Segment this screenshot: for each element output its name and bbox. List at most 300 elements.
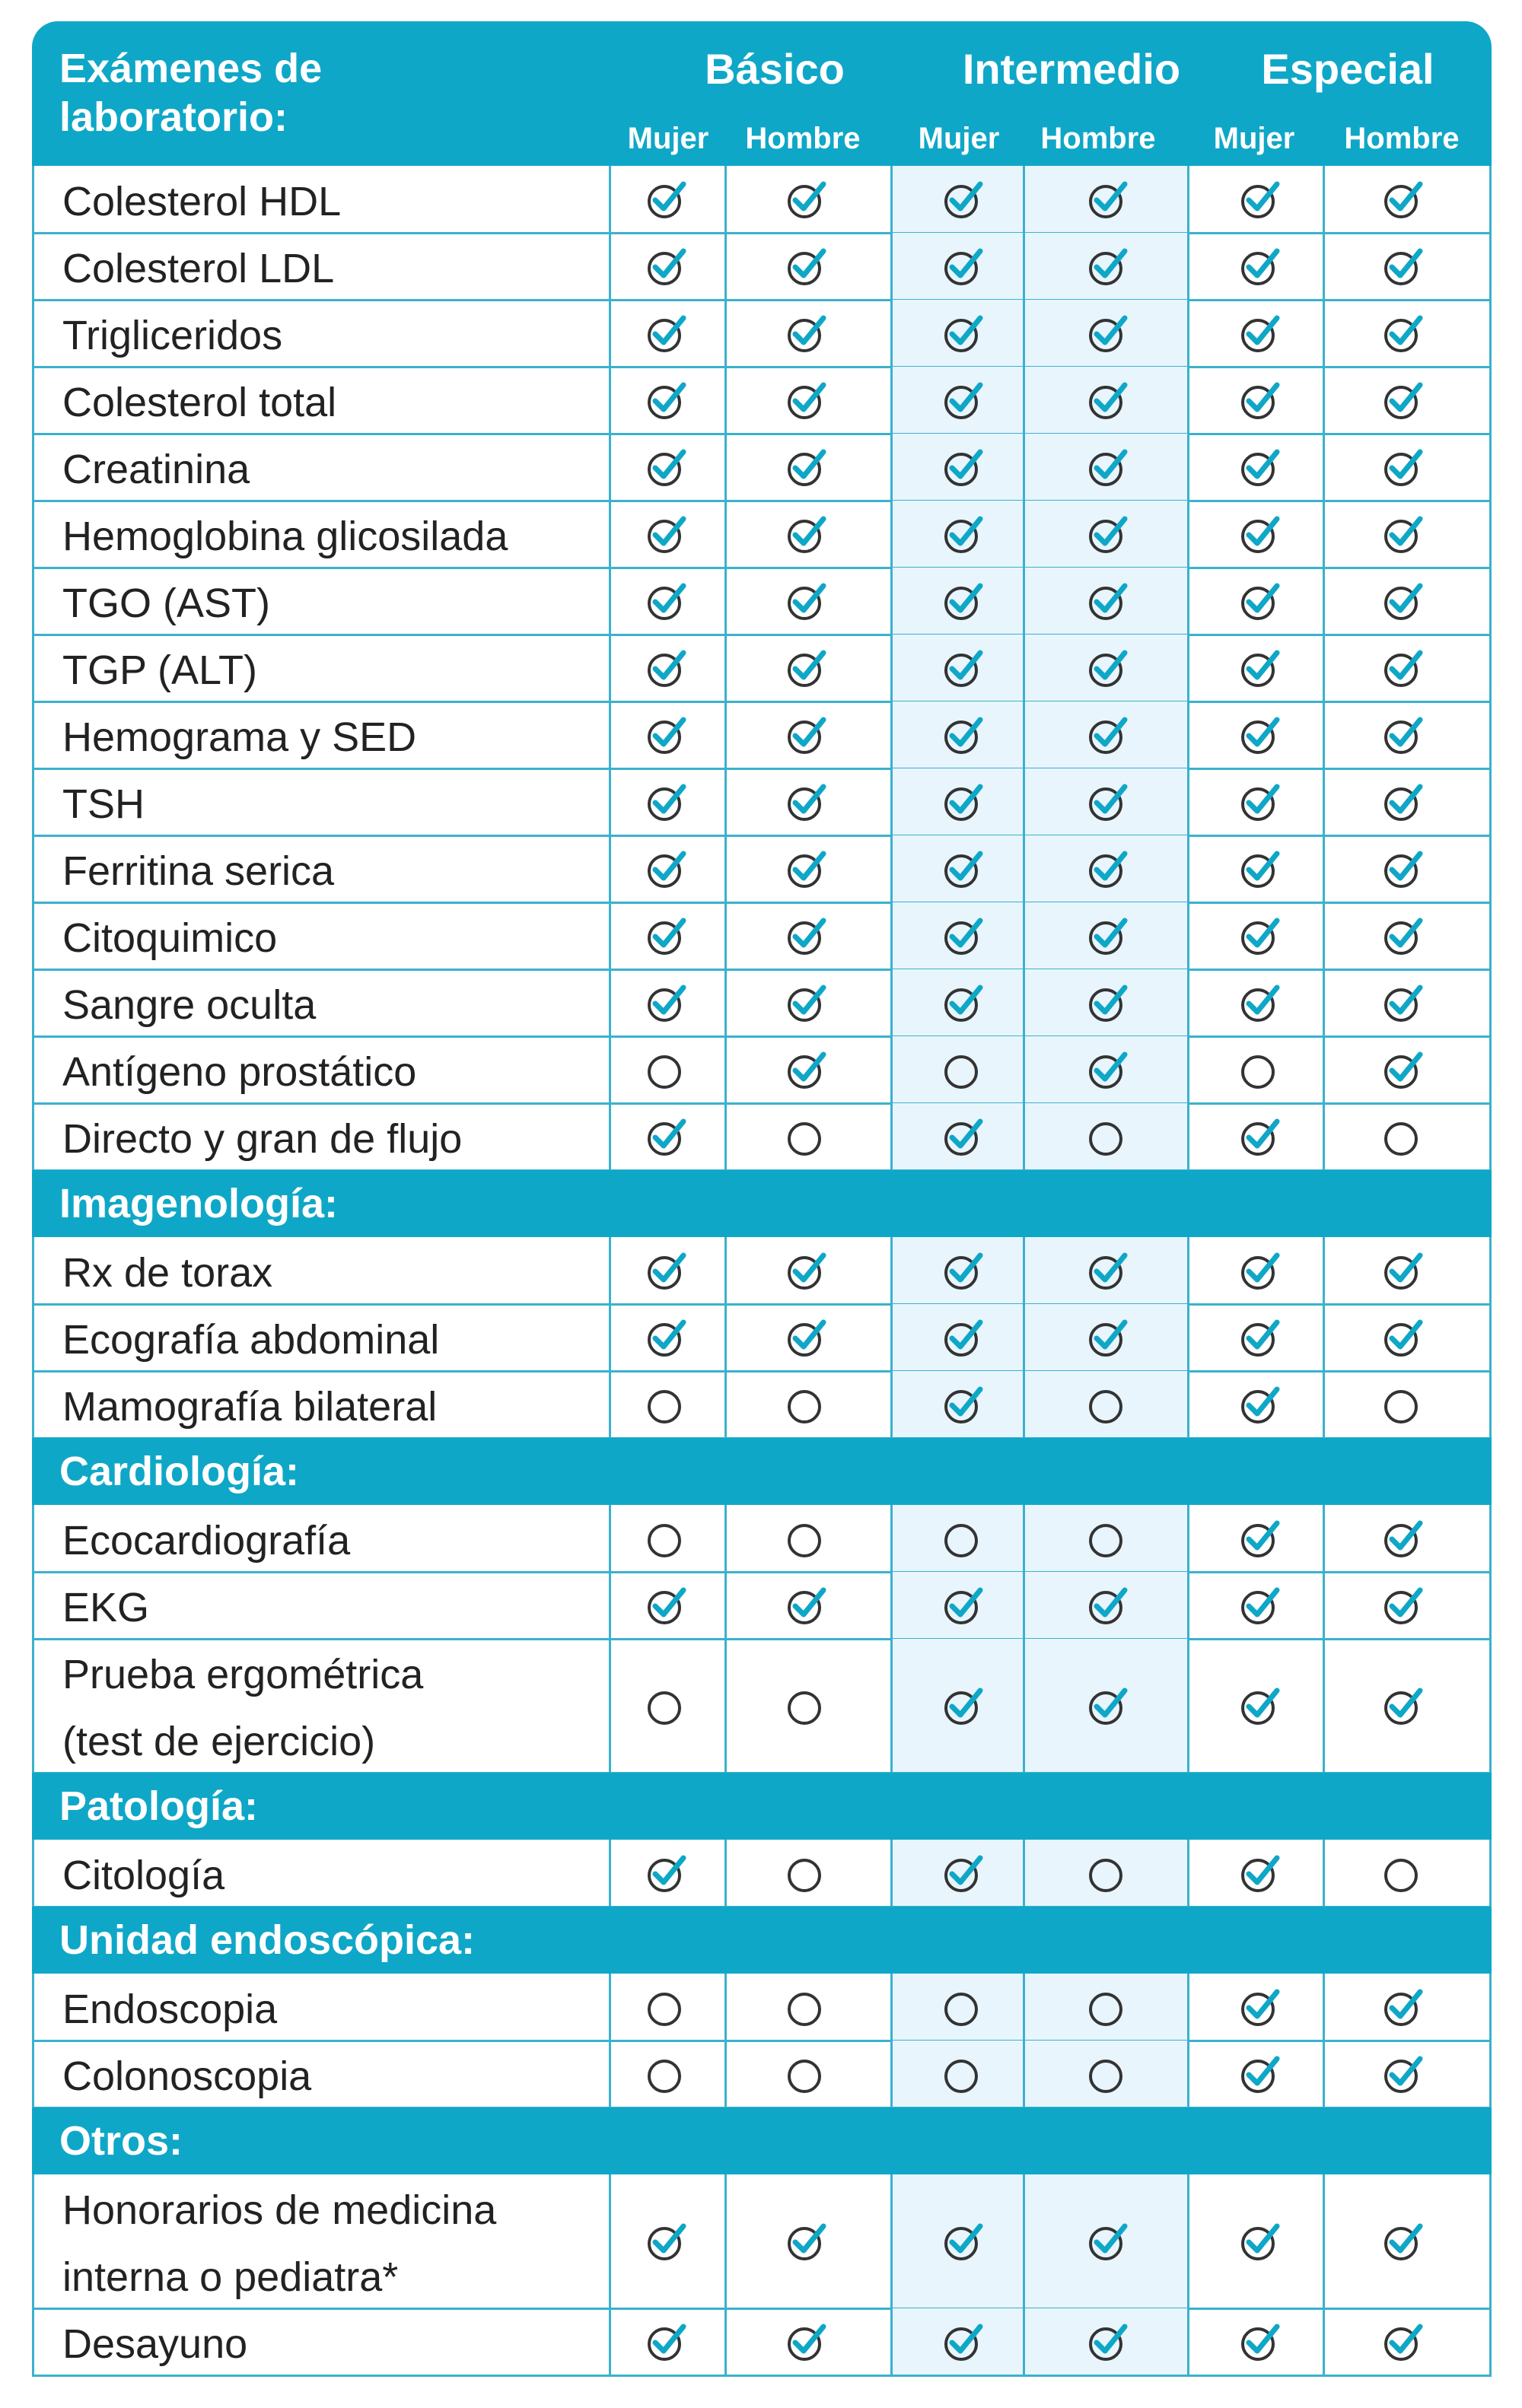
- table-cell: [1373, 835, 1434, 902]
- table-cell: [1373, 1036, 1434, 1103]
- check-circle-icon: [941, 712, 986, 758]
- column-divider: [890, 1505, 893, 1773]
- table-cell: [933, 233, 994, 300]
- table-cell: [636, 1036, 697, 1103]
- row-label: Endoscopia: [62, 1987, 278, 2032]
- check-circle-icon: [1085, 1248, 1131, 1293]
- table-cell: [1230, 1840, 1291, 1907]
- table-cell: [1373, 1572, 1434, 1639]
- table-cell: [1373, 1505, 1434, 1572]
- table-cell: [776, 166, 837, 233]
- check-circle-icon: [1085, 511, 1131, 557]
- check-circle-icon: [941, 1382, 986, 1427]
- empty-circle-icon: [644, 1516, 689, 1561]
- table-cell: [1373, 1304, 1434, 1371]
- check-circle-icon: [1380, 511, 1426, 557]
- table-cell: [776, 635, 837, 701]
- check-circle-icon: [784, 2219, 829, 2264]
- plan-especial: Especial: [1261, 45, 1434, 93]
- check-circle-icon: [784, 1047, 829, 1093]
- row-label: TGO (AST): [62, 581, 270, 626]
- table-cell: [776, 1639, 837, 1773]
- table-cell: [776, 568, 837, 635]
- plan-basico: Básico: [705, 45, 845, 93]
- row-label: Rx de torax: [62, 1250, 273, 1296]
- empty-circle-icon: [1085, 1850, 1131, 1896]
- check-circle-icon: [941, 980, 986, 1026]
- table-cell: [1373, 166, 1434, 233]
- empty-circle-icon: [644, 2051, 689, 2097]
- check-circle-icon: [1237, 578, 1283, 624]
- table-cell: [933, 768, 994, 835]
- column-divider: [1323, 1505, 1325, 1773]
- check-circle-icon: [644, 243, 689, 289]
- table-cell: [636, 1505, 697, 1572]
- empty-circle-icon: [784, 1516, 829, 1561]
- column-divider: [1489, 1237, 1492, 1438]
- table-cell: [636, 2308, 697, 2375]
- table-cell: [1230, 969, 1291, 1036]
- table-cell: [933, 568, 994, 635]
- table-cell: [1373, 969, 1434, 1036]
- table-cell: [776, 1036, 837, 1103]
- row-label: Citoquimico: [62, 915, 278, 961]
- header-title-line1: Exámenes de: [59, 46, 323, 91]
- table-cell: [1230, 300, 1291, 367]
- table-cell: [1078, 501, 1138, 568]
- column-divider: [890, 1237, 893, 1438]
- table-cell: [1373, 701, 1434, 768]
- table-cell: [933, 969, 994, 1036]
- table-cell: [1230, 1639, 1291, 1773]
- check-circle-icon: [1237, 1583, 1283, 1628]
- table-cell: [933, 1840, 994, 1907]
- check-circle-icon: [1237, 243, 1283, 289]
- row-label: EKG: [62, 1585, 150, 1630]
- table-cell: [636, 300, 697, 367]
- table-cell: [933, 635, 994, 701]
- column-divider: [1023, 2174, 1025, 2375]
- table-cell: [776, 1505, 837, 1572]
- row-divider: [32, 2375, 1492, 2377]
- column-divider: [32, 1840, 34, 1907]
- check-circle-icon: [784, 645, 829, 691]
- check-circle-icon: [784, 1315, 829, 1360]
- check-circle-icon: [941, 377, 986, 423]
- column-divider: [32, 1974, 34, 2107]
- table-cell: [933, 501, 994, 568]
- check-circle-icon: [1380, 712, 1426, 758]
- check-circle-icon: [1380, 645, 1426, 691]
- column-divider: [609, 1237, 611, 1438]
- table-cell: [933, 701, 994, 768]
- check-circle-icon: [1085, 1583, 1131, 1628]
- check-circle-icon: [784, 243, 829, 289]
- empty-circle-icon: [941, 2051, 986, 2097]
- check-circle-icon: [1237, 1683, 1283, 1729]
- table-cell: [636, 768, 697, 835]
- table-cell: [636, 1103, 697, 1170]
- check-circle-icon: [784, 980, 829, 1026]
- check-circle-icon: [1380, 377, 1426, 423]
- check-circle-icon: [941, 243, 986, 289]
- table-header: [32, 21, 1492, 166]
- table-cell: [776, 434, 837, 501]
- check-circle-icon: [784, 1248, 829, 1293]
- check-circle-icon: [1085, 243, 1131, 289]
- table-cell: [636, 1572, 697, 1639]
- check-circle-icon: [784, 177, 829, 222]
- empty-circle-icon: [1085, 2051, 1131, 2097]
- table-cell: [636, 1639, 697, 1773]
- table-cell: [1230, 1036, 1291, 1103]
- check-circle-icon: [1085, 779, 1131, 825]
- row-label: Citología: [62, 1853, 225, 1898]
- table-cell: [636, 1974, 697, 2041]
- table-cell: [1230, 835, 1291, 902]
- table-cell: [933, 166, 994, 233]
- table-cell: [636, 233, 697, 300]
- table-cell: [1373, 1237, 1434, 1304]
- column-divider: [32, 2174, 34, 2375]
- row-label: Sangre oculta: [62, 982, 317, 1028]
- table-cell: [1078, 1237, 1138, 1304]
- table-cell: [933, 1505, 994, 1572]
- table-cell: [1230, 768, 1291, 835]
- check-circle-icon: [1380, 177, 1426, 222]
- check-circle-icon: [1085, 2319, 1131, 2365]
- check-circle-icon: [1237, 2319, 1283, 2365]
- row-label: Colesterol LDL: [62, 246, 335, 291]
- check-circle-icon: [644, 1315, 689, 1360]
- column-divider: [1187, 1840, 1189, 1907]
- row-label: Mamografía bilateral: [62, 1384, 438, 1430]
- table-cell: [933, 2308, 994, 2375]
- table-cell: [636, 635, 697, 701]
- table-cell: [1078, 568, 1138, 635]
- empty-circle-icon: [1085, 1984, 1131, 2030]
- check-circle-icon: [941, 578, 986, 624]
- table-cell: [1373, 1371, 1434, 1438]
- row-label: Honorarios de medicina: [62, 2187, 497, 2233]
- check-circle-icon: [644, 444, 689, 490]
- check-circle-icon: [644, 511, 689, 557]
- row-label: Colesterol HDL: [62, 179, 342, 224]
- table-cell: [933, 300, 994, 367]
- table-cell: [933, 835, 994, 902]
- check-circle-icon: [784, 310, 829, 356]
- check-circle-icon: [941, 2319, 986, 2365]
- check-circle-icon: [1085, 444, 1131, 490]
- check-circle-icon: [1237, 779, 1283, 825]
- sub-basico-hombre: Hombre: [745, 122, 861, 155]
- column-divider: [1187, 1237, 1189, 1438]
- table-cell: [1078, 1371, 1138, 1438]
- table-cell: [776, 1572, 837, 1639]
- column-divider: [1023, 1505, 1025, 1773]
- section-header: Unidad endoscópica:: [32, 1907, 1492, 1974]
- table-cell: [1230, 2308, 1291, 2375]
- check-circle-icon: [1085, 645, 1131, 691]
- row-label: Trigliceridos: [62, 313, 283, 358]
- table-cell: [776, 233, 837, 300]
- table-cell: [1230, 233, 1291, 300]
- table-cell: [1078, 434, 1138, 501]
- table-cell: [1078, 367, 1138, 434]
- empty-circle-icon: [644, 1047, 689, 1093]
- table-cell: [1230, 1572, 1291, 1639]
- table-cell: [776, 1840, 837, 1907]
- empty-circle-icon: [784, 2051, 829, 2097]
- column-divider: [1489, 1974, 1492, 2107]
- check-circle-icon: [941, 1850, 986, 1896]
- table-cell: [1373, 2174, 1434, 2308]
- table-cell: [933, 1103, 994, 1170]
- table-cell: [1373, 300, 1434, 367]
- column-divider: [1187, 1505, 1189, 1773]
- table-cell: [636, 166, 697, 233]
- column-divider: [1489, 1840, 1492, 1907]
- check-circle-icon: [1380, 243, 1426, 289]
- table-cell: [1230, 2041, 1291, 2107]
- table-cell: [1230, 1371, 1291, 1438]
- column-divider: [724, 1237, 727, 1438]
- empty-circle-icon: [1085, 1114, 1131, 1159]
- table-cell: [933, 367, 994, 434]
- table-cell: [933, 1036, 994, 1103]
- check-circle-icon: [1085, 2219, 1131, 2264]
- table-cell: [636, 1371, 697, 1438]
- row-label-line2: interna o pediatra*: [62, 2254, 399, 2300]
- check-circle-icon: [1237, 177, 1283, 222]
- check-circle-icon: [941, 1583, 986, 1628]
- check-circle-icon: [1237, 1382, 1283, 1427]
- check-circle-icon: [644, 377, 689, 423]
- check-circle-icon: [941, 913, 986, 959]
- row-label: Directo y gran de flujo: [62, 1116, 463, 1162]
- column-divider: [609, 2174, 611, 2375]
- table-cell: [933, 902, 994, 969]
- table-cell: [636, 701, 697, 768]
- table-cell: [933, 2041, 994, 2107]
- check-circle-icon: [1380, 913, 1426, 959]
- table-cell: [1230, 434, 1291, 501]
- table-cell: [1373, 768, 1434, 835]
- check-circle-icon: [1380, 2319, 1426, 2365]
- sub-basico-mujer: Mujer: [627, 122, 709, 155]
- row-label-line2: (test de ejercicio): [62, 1719, 376, 1764]
- table-cell: [1230, 1505, 1291, 1572]
- check-circle-icon: [1237, 712, 1283, 758]
- column-divider: [1323, 166, 1325, 1170]
- empty-circle-icon: [1237, 1047, 1283, 1093]
- check-circle-icon: [1237, 645, 1283, 691]
- check-circle-icon: [1237, 444, 1283, 490]
- empty-circle-icon: [784, 1984, 829, 2030]
- table-cell: [1230, 902, 1291, 969]
- row-label: Creatinina: [62, 447, 250, 492]
- column-divider: [724, 1974, 727, 2107]
- table-cell: [1078, 2308, 1138, 2375]
- column-divider: [1187, 1974, 1189, 2107]
- empty-circle-icon: [1380, 1382, 1426, 1427]
- table-cell: [1230, 1237, 1291, 1304]
- table-cell: [636, 2041, 697, 2107]
- table-cell: [1230, 367, 1291, 434]
- check-circle-icon: [1380, 1315, 1426, 1360]
- table-cell: [1078, 2041, 1138, 2107]
- check-circle-icon: [784, 511, 829, 557]
- empty-circle-icon: [644, 1683, 689, 1729]
- check-circle-icon: [941, 444, 986, 490]
- table-cell: [776, 1304, 837, 1371]
- check-circle-icon: [644, 578, 689, 624]
- table-cell: [1078, 1572, 1138, 1639]
- table-cell: [776, 835, 837, 902]
- check-circle-icon: [1237, 913, 1283, 959]
- check-circle-icon: [1380, 1248, 1426, 1293]
- column-divider: [1023, 1237, 1025, 1438]
- section-header: Imagenología:: [32, 1170, 1492, 1237]
- table-cell: [776, 701, 837, 768]
- column-divider: [724, 1840, 727, 1907]
- check-circle-icon: [1085, 980, 1131, 1026]
- table-cell: [776, 1103, 837, 1170]
- table-cell: [1373, 501, 1434, 568]
- check-circle-icon: [784, 578, 829, 624]
- check-circle-icon: [941, 310, 986, 356]
- empty-circle-icon: [1085, 1382, 1131, 1427]
- column-divider: [32, 1505, 34, 1773]
- table-cell: [636, 501, 697, 568]
- check-circle-icon: [1380, 444, 1426, 490]
- section-header: Cardiología:: [32, 1438, 1492, 1505]
- table-cell: [1078, 233, 1138, 300]
- check-circle-icon: [941, 2219, 986, 2264]
- check-circle-icon: [644, 177, 689, 222]
- check-circle-icon: [784, 913, 829, 959]
- table-cell: [1230, 568, 1291, 635]
- table-cell: [1230, 701, 1291, 768]
- column-divider: [1023, 1840, 1025, 1907]
- table-cell: [636, 969, 697, 1036]
- empty-circle-icon: [644, 1984, 689, 2030]
- check-circle-icon: [1237, 1516, 1283, 1561]
- header-title-line2: laboratorio:: [59, 94, 288, 140]
- table-cell: [1373, 1840, 1434, 1907]
- check-circle-icon: [1237, 846, 1283, 892]
- row-label: Antígeno prostático: [62, 1049, 417, 1095]
- check-circle-icon: [784, 377, 829, 423]
- column-divider: [1489, 1505, 1492, 1773]
- column-divider: [32, 166, 34, 1170]
- table-cell: [636, 1304, 697, 1371]
- table-cell: [933, 1639, 994, 1773]
- check-circle-icon: [941, 1683, 986, 1729]
- row-label: Desayuno: [62, 2321, 248, 2367]
- check-circle-icon: [1380, 779, 1426, 825]
- table-cell: [1078, 969, 1138, 1036]
- table-cell: [1078, 1304, 1138, 1371]
- check-circle-icon: [1237, 1984, 1283, 2030]
- section-header: Otros:: [32, 2107, 1492, 2174]
- check-circle-icon: [644, 1850, 689, 1896]
- column-divider: [1187, 166, 1189, 1170]
- table-cell: [1078, 902, 1138, 969]
- table-cell: [1078, 1639, 1138, 1773]
- check-circle-icon: [1237, 2219, 1283, 2264]
- table-cell: [776, 902, 837, 969]
- row-label: Colesterol total: [62, 380, 337, 425]
- row-label: TGP (ALT): [62, 647, 258, 693]
- row-label: Ferritina serica: [62, 848, 335, 894]
- check-circle-icon: [644, 1248, 689, 1293]
- column-divider: [1323, 1237, 1325, 1438]
- empty-circle-icon: [1380, 1850, 1426, 1896]
- table-cell: [1230, 501, 1291, 568]
- section-header: Patología:: [32, 1773, 1492, 1840]
- column-divider: [1489, 2174, 1492, 2375]
- check-circle-icon: [1380, 310, 1426, 356]
- check-circle-icon: [1380, 2219, 1426, 2264]
- check-circle-icon: [1085, 846, 1131, 892]
- table-cell: [776, 367, 837, 434]
- table-cell: [1078, 701, 1138, 768]
- check-circle-icon: [1085, 712, 1131, 758]
- table-cell: [1078, 300, 1138, 367]
- check-circle-icon: [1085, 177, 1131, 222]
- table-cell: [1230, 166, 1291, 233]
- table-cell: [1373, 568, 1434, 635]
- check-circle-icon: [1085, 1683, 1131, 1729]
- check-circle-icon: [941, 1315, 986, 1360]
- table-cell: [776, 300, 837, 367]
- check-circle-icon: [644, 712, 689, 758]
- column-divider: [890, 166, 893, 1170]
- empty-circle-icon: [784, 1850, 829, 1896]
- check-circle-icon: [644, 1114, 689, 1159]
- check-circle-icon: [784, 779, 829, 825]
- column-divider: [609, 166, 611, 1170]
- row-label: Ecografía abdominal: [62, 1317, 440, 1363]
- table-cell: [776, 501, 837, 568]
- table-cell: [1078, 1974, 1138, 2041]
- table-cell: [1078, 2174, 1138, 2308]
- table-cell: [776, 1237, 837, 1304]
- table-cell: [933, 1572, 994, 1639]
- table-cell: [636, 1840, 697, 1907]
- column-divider: [890, 1974, 893, 2107]
- sub-especial-hombre: Hombre: [1344, 122, 1460, 155]
- check-circle-icon: [1085, 1315, 1131, 1360]
- table-cell: [1373, 367, 1434, 434]
- column-divider: [724, 166, 727, 1170]
- table-cell: [1373, 635, 1434, 701]
- table-cell: [1373, 233, 1434, 300]
- check-circle-icon: [644, 2319, 689, 2365]
- table-cell: [776, 768, 837, 835]
- empty-circle-icon: [941, 1516, 986, 1561]
- table-cell: [933, 1304, 994, 1371]
- row-label: Hemoglobina glicosilada: [62, 514, 508, 559]
- table-cell: [636, 434, 697, 501]
- check-circle-icon: [1237, 1248, 1283, 1293]
- column-divider: [890, 1840, 893, 1907]
- table-cell: [1078, 1840, 1138, 1907]
- check-circle-icon: [784, 2319, 829, 2365]
- column-divider: [1023, 1974, 1025, 2107]
- check-circle-icon: [1237, 1315, 1283, 1360]
